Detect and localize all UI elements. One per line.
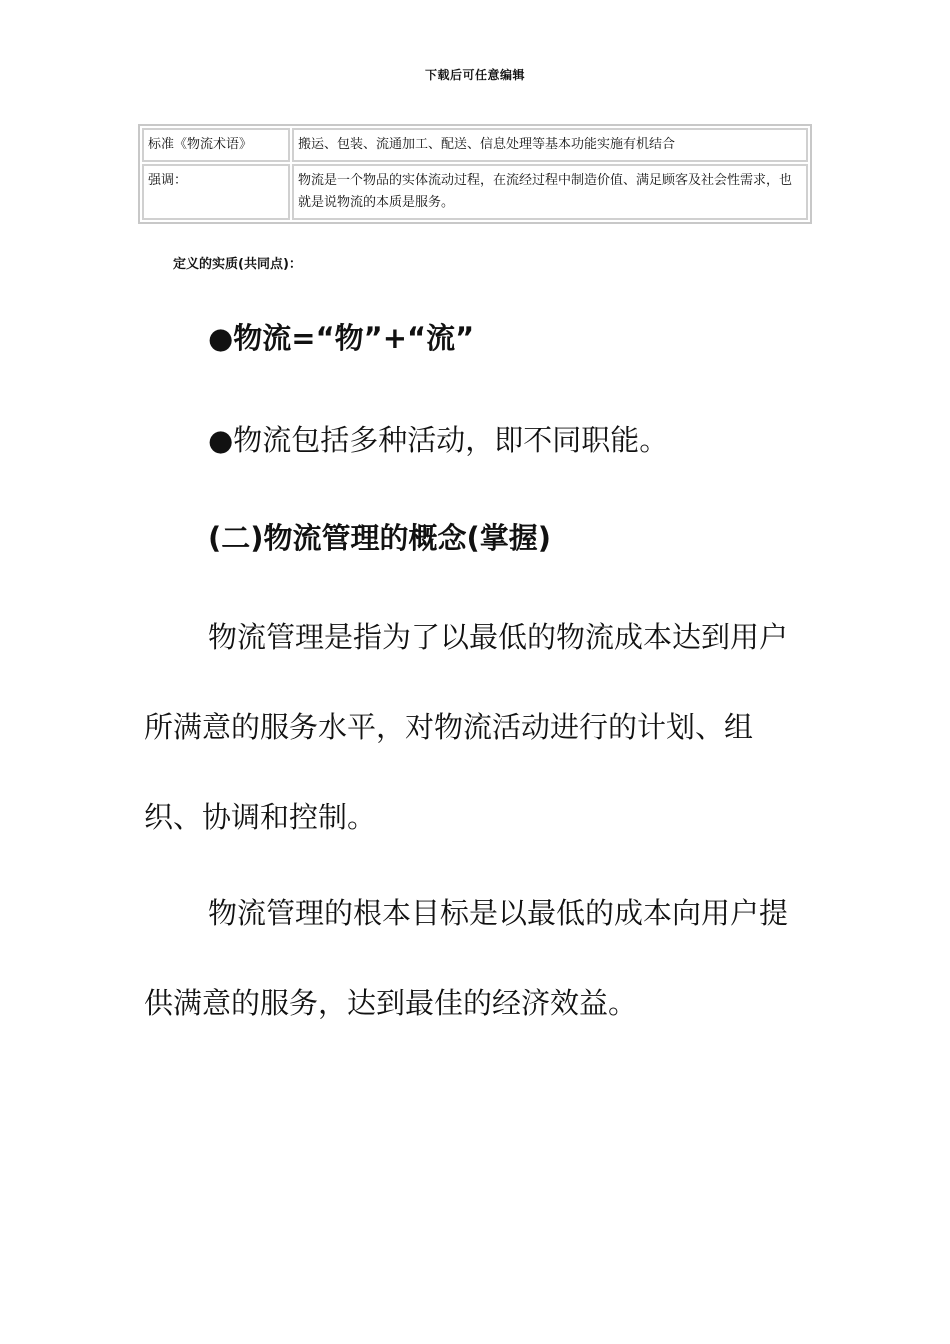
definition-table <box>138 124 812 224</box>
table-row-label: 标准《物流术语》 <box>142 128 290 162</box>
essence-heading: 定义的实质(共同点)： <box>173 257 302 272</box>
table-row-label: 强调： <box>142 164 290 220</box>
section-heading-logistics-management: (二)物流管理的概念(掌握) <box>208 521 552 555</box>
paragraph-logistics-management-goal: 物流管理的根本目标是以最低的成本向用户提供满意的服务，达到最佳的经济效益。 <box>144 896 789 1020</box>
table-row-content: 搬运、包装、流通加工、配送、信息处理等基本功能实施有机结合 <box>292 128 808 162</box>
paragraph-logistics-management-definition: 物流管理是指为了以最低的物流成本达到用户所满意的服务水平，对物流活动进行的计划、组织、协调和控制。 <box>144 620 789 834</box>
download-editable-note: 下载后可任意编辑 <box>424 68 525 82</box>
bullet-logistics-activities: ●物流包括多种活动，即不同职能。 <box>208 423 669 457</box>
table-row <box>142 164 808 220</box>
bullet-logistics-formula: ●物流=“物”+“流” <box>208 321 475 355</box>
table-row-content: 物流是一个物品的实体流动过程，在流经过程中制造价值、满足顾客及社会性需求，也就是说物流的本质是服务。 <box>292 164 808 220</box>
table-row <box>142 128 808 162</box>
